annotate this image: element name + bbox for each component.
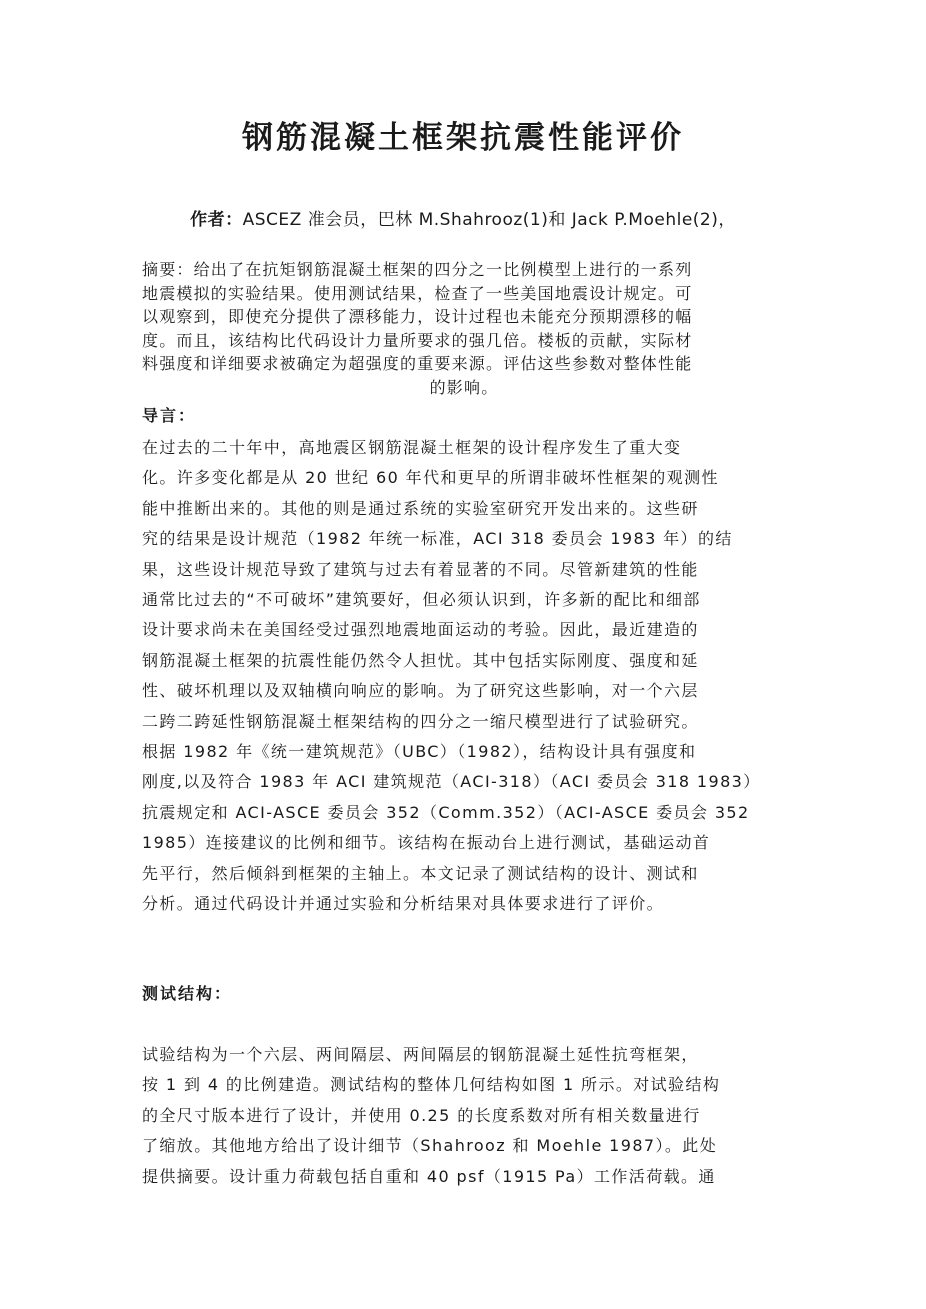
author-line	[0, 206, 926, 234]
abstract-line: 料强度和详细要求被确定为超强度的重要来源。评估这些参数对整体性能	[142, 354, 693, 374]
abstract-line: 摘要：给出了在抗矩钢筋混凝土框架的四分之一比例模型上进行的一系列	[142, 260, 693, 279]
intro-line: 二跨二跨延性钢筋混凝土框架结构的四分之一缩尺模型进行了试验研究。	[142, 711, 699, 731]
test-structure-paragraph	[142, 1040, 786, 1192]
intro-line: 通常比过去的“不可破坏”建筑要好，但必须认识到，许多新的配比和细部	[142, 590, 701, 610]
intro-line: 果，这些设计规范导致了建筑与过去有着显著的不同。尽管新建筑的性能	[142, 559, 699, 579]
test-line: 的全尺寸版本进行了设计，并使用 0.25 的长度系数对所有相关数量进行	[142, 1105, 701, 1125]
test-line: 了缩放。其他地方给出了设计细节（Shahrooz 和 Moehle 1987）。此处	[142, 1136, 718, 1156]
intro-line: 先平行，然后倾斜到框架的主轴上。本文记录了测试结构的设计、测试和	[142, 863, 699, 883]
abstract-line: 地震模拟的实验结果。使用测试结果，检查了一些美国地震设计规定。可	[142, 283, 693, 303]
intro-line: 钢筋混凝土框架的抗震性能仍然令人担忧。其中包括实际刚度、强度和延	[142, 650, 699, 670]
test-line: 提供摘要。设计重力荷载包括自重和 40 psf（1915 Pa）工作活荷载。通	[142, 1166, 716, 1186]
test-line: 试验结构为一个六层、两间隔层、两间隔层的钢筋混凝土延性抗弯框架，	[142, 1045, 699, 1064]
intro-paragraph	[142, 433, 786, 920]
intro-line: 分析。通过代码设计并通过实验和分析结果对具体要求进行了评价。	[142, 894, 665, 914]
intro-line: 根据 1982 年《统一建筑规范》（UBC）（1982），结构设计具有强度和	[142, 742, 697, 762]
test-line: 按 1 到 4 的比例建造。测试结构的整体几何结构如图 1 所示。对试验结构	[142, 1075, 721, 1095]
intro-line: 性、破坏机理以及双轴横向响应的影响。为了研究这些影响，对一个六层	[142, 681, 699, 701]
intro-line: 1985）连接建议的比例和细节。该结构在振动台上进行测试，基础运动首	[142, 833, 711, 853]
abstract-line: 的影响。	[429, 377, 499, 397]
intro-line: 化。许多变化都是从 20 世纪 60 年代和更早的所谓非破坏性框架的观测性	[142, 468, 719, 488]
test-structure-heading: 测试结构：	[142, 984, 233, 1003]
intro-line: 设计要求尚未在美国经受过强烈地震地面运动的考验。因此，最近建造的	[142, 620, 699, 640]
intro-line: 刚度,以及符合 1983 年 ACI 建筑规范（ACI-318）（ACI 委员会 318 1983）	[142, 772, 761, 792]
intro-heading: 导言：	[142, 406, 197, 425]
abstract	[142, 258, 786, 400]
intro-line: 在过去的二十年中，高地震区钢筋混凝土框架的设计程序发生了重大变	[142, 438, 682, 457]
abstract-line: 以观察到，即使充分提供了漂移能力，设计过程也未能充分预期漂移的幅	[142, 307, 693, 327]
page-title: 钢筋混凝土框架抗震性能评价	[242, 120, 684, 156]
intro-line: 能中推断出来的。其他的则是通过系统的实验室研究开发出来的。这些研	[142, 498, 699, 518]
abstract-line: 度。而且，该结构比代码设计力量所要求的强几倍。楼板的贡献，实际材	[142, 330, 693, 350]
intro-line: 究的结果是设计规范（1982 年统一标准，ACI 318 委员会 1983 年）的结	[142, 529, 733, 549]
authors-label: 作者：	[190, 210, 243, 230]
intro-line: 抗震规定和 ACI-ASCE 委员会 352（Comm.352）（ACI-ASCE 委员会 352	[142, 802, 750, 822]
authors-text: ASCEZ 准会员，巴林 M.Shahrooz(1)和 Jack P.Moehle(2)，	[242, 210, 736, 230]
